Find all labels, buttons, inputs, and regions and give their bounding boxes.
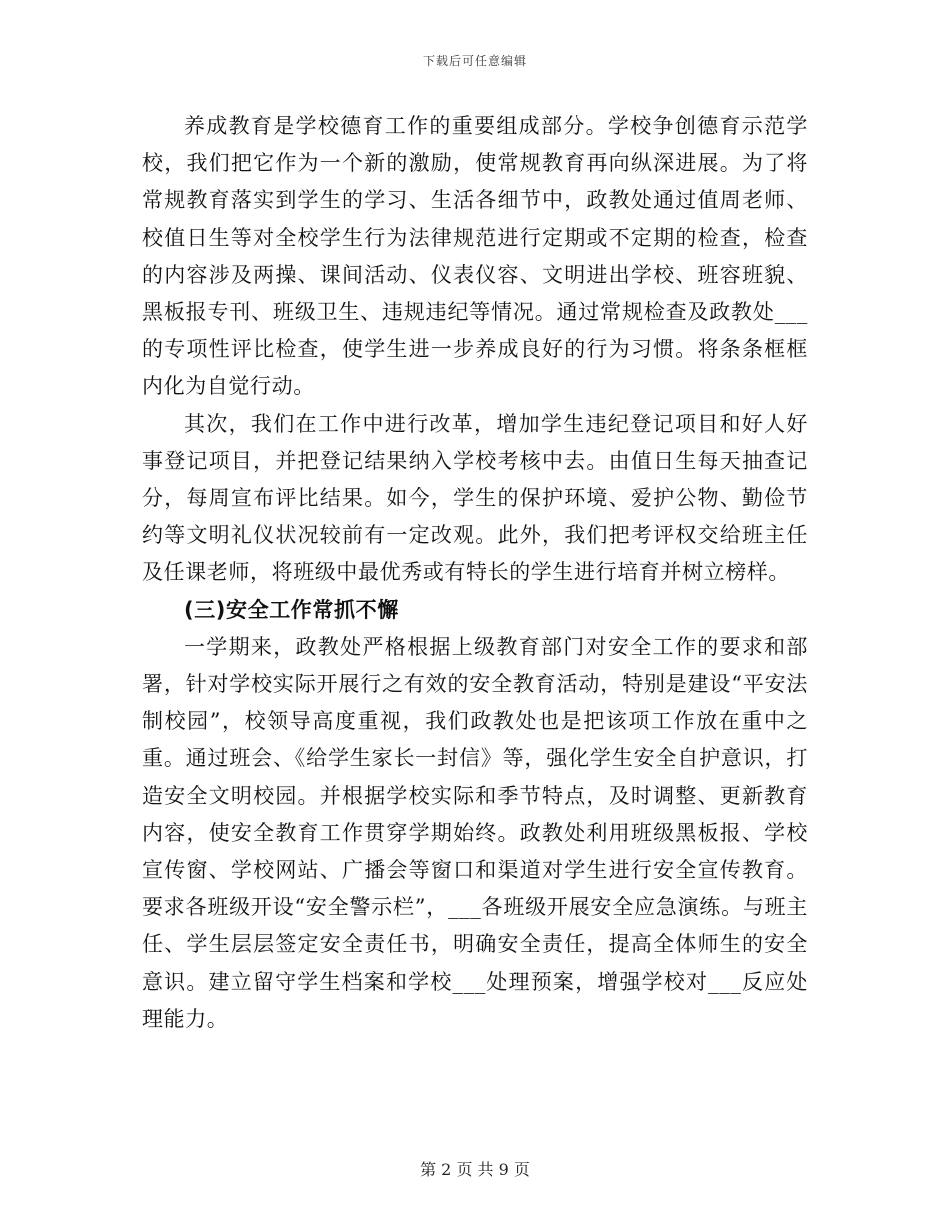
section-heading-safety: (三)安全工作常抓不懈: [184, 597, 399, 622]
page-number: 第 2 页 共 9 页: [420, 1160, 530, 1179]
header-note: 下载后可任意编辑: [422, 54, 527, 68]
paragraph-habit-education: 养成教育是学校德育工作的重要组成部分。学校争创德育示范学校，我们把它作为一个新的激励，使常规教育再向纵深进展。为了将常规教育落实到学生的学习、生活各细节中，政教处通过值周老师、校值日生等对全校学生行为法律规范进行定期或不定期的检查，检查的内容涉及两操、课间活动、仪表仪容、文明进出学校、班容班貌、黑板报专刊、班级卫生、违规违纪等情况。通过常规检查及政教处___的专项性评比检查，使学生进一步养成良好的行为习惯。将条条框框内化为自觉行动。: [142, 114, 808, 399]
paragraph-safety-work: 一学期来，政教处严格根据上级教育部门对安全工作的要求和部署，针对学校实际开展行之有效的安全教育活动，特别是建设“平安法制校园”，校领导高度重视，我们政教处也是把该项工作放在重中之重。通过班会、《给学生家长一封信》等，强化学生安全自护意识，打造安全文明校园。并根据学校实际和季节特点，及时调整、更新教育内容，使安全教育工作贯穿学期始终。政教处利用班级黑板报、学校宣传窗、学校网站、广播会等窗口和渠道对学生进行安全宣传教育。要求各班级开设“安全警示栏”，___各班级开展安全应急演练。与班主任、学生层层签定安全责任书，明确安全责任，提高全体师生的安全意识。建立留守学生档案和学校___处理预案，增强学校对___反应处理能力。: [142, 634, 808, 1031]
paragraph-reform: 其次，我们在工作中进行改革，增加学生违纪登记项目和好人好事登记项目，并把登记结果纳入学校考核中去。由值日生每天抽查记分，每周宣布评比结果。如今，学生的保护环境、爱护公物、勤俭节约等文明礼仪状况较前有一定改观。此外，我们把考评权交给班主任及任课老师，将班级中最优秀或有特长的学生进行培育并树立榜样。: [142, 411, 808, 585]
document-body: [142, 108, 808, 1038]
